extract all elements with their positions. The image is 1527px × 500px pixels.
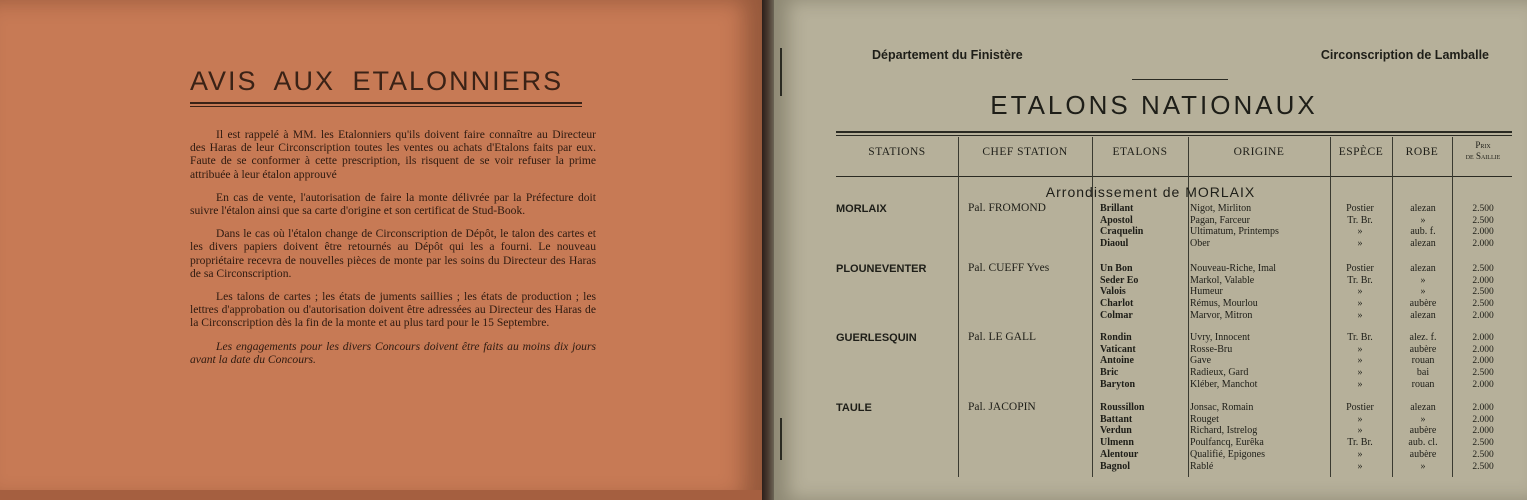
origine-cell: Jonsac, Romain bbox=[1190, 402, 1254, 413]
espece-cell: Tr. Br. bbox=[1347, 214, 1373, 226]
origine-cell: Rouget bbox=[1190, 413, 1219, 425]
header-chef: CHEF STATION bbox=[982, 146, 1068, 158]
robe-cell: » bbox=[1420, 286, 1426, 298]
espece-cell: » bbox=[1357, 309, 1363, 321]
prix-cell: 2.000 bbox=[1472, 379, 1494, 390]
book-gutter bbox=[762, 0, 774, 500]
espece-cell: Tr. Br. bbox=[1347, 437, 1373, 449]
espece-cell: » bbox=[1357, 355, 1363, 367]
header-stations: STATIONS bbox=[868, 146, 926, 158]
prix-cell: 2.500 bbox=[1472, 264, 1494, 274]
station-name: GUERLESQUIN bbox=[836, 332, 917, 344]
prix-cell: 2.000 bbox=[1472, 275, 1494, 286]
robe-cell: » bbox=[1420, 460, 1426, 472]
espece-cell: » bbox=[1357, 286, 1363, 298]
etalon-cell: Bric bbox=[1100, 367, 1119, 379]
espece-cell: » bbox=[1357, 298, 1363, 310]
origine-cell: Humeur bbox=[1190, 286, 1223, 298]
origine-cell: Rémus, Mourlou bbox=[1190, 298, 1258, 310]
prix-cell: 2.500 bbox=[1472, 204, 1494, 214]
espece-cell: Tr. Br. bbox=[1347, 274, 1373, 286]
etalon-cell: Alentour bbox=[1100, 448, 1139, 460]
etalon-cell: Verdun bbox=[1100, 425, 1132, 437]
prix-cell: 2.500 bbox=[1472, 215, 1494, 226]
department-label: Département du Finistère bbox=[872, 48, 1023, 62]
etalon-cell: Apostol bbox=[1100, 214, 1133, 226]
etalon-cell: Vaticant bbox=[1100, 343, 1136, 355]
title-rule bbox=[190, 102, 582, 104]
origine-cell: Ultimatum, Printemps bbox=[1190, 226, 1279, 238]
etalon-cell: Diaoul bbox=[1100, 238, 1129, 250]
origine-cell: Pagan, Farceur bbox=[1190, 214, 1250, 226]
robe-cell: aub. cl. bbox=[1408, 437, 1438, 449]
table-rule bbox=[836, 135, 1512, 136]
notice-body bbox=[190, 128, 596, 376]
etalon-cell: Seder Eo bbox=[1100, 274, 1139, 286]
etalon-cell: Colmar bbox=[1100, 309, 1133, 321]
robe-cell: alezan bbox=[1410, 309, 1436, 321]
origine-cell: Radieux, Gard bbox=[1190, 367, 1249, 379]
robe-cell: rouan bbox=[1411, 378, 1435, 390]
etalon-cell: Craquelin bbox=[1100, 226, 1144, 238]
margin-rule bbox=[780, 418, 782, 460]
page-title: ETALONS NATIONAUX bbox=[990, 90, 1318, 120]
origine-cell: Richard, Istrelog bbox=[1190, 425, 1258, 437]
espece-cell: » bbox=[1357, 448, 1363, 460]
chef-station: Pal. JACOPIN bbox=[968, 401, 1036, 413]
header-origine: ORIGINE bbox=[1233, 146, 1285, 158]
espece-cell: Postier bbox=[1346, 402, 1374, 413]
chef-station: Pal. CUEFF Yves bbox=[968, 262, 1050, 274]
espece-cell: » bbox=[1357, 238, 1363, 250]
espece-cell: Tr. Br. bbox=[1347, 332, 1373, 343]
etalon-cell: Roussillon bbox=[1100, 402, 1145, 413]
etalon-cell: Antoine bbox=[1100, 355, 1134, 367]
prix-cell: 2.500 bbox=[1472, 368, 1494, 379]
origine-cell: Qualifié, Epigones bbox=[1190, 448, 1265, 460]
notice-paragraph: Dans le cas où l'étalon change de Circonscription de Dépôt, le talon des cartes et les divers papiers doivent être retournés au Dépôt qui les a fourni. Le nouveau propriétaire recevra de nouvelles pièces de monte par les soins du Directeur des Haras de sa Circonscription. bbox=[190, 227, 596, 280]
robe-cell: » bbox=[1420, 274, 1426, 286]
origine-cell: Rablé bbox=[1190, 460, 1214, 472]
etalon-cell: Bagnol bbox=[1100, 460, 1131, 472]
station-name: TAULE bbox=[836, 402, 872, 414]
prix-cell: 2.500 bbox=[1472, 449, 1494, 460]
robe-cell: alezan bbox=[1410, 402, 1436, 413]
chef-station: Pal. FROMOND bbox=[968, 202, 1046, 214]
robe-cell: » bbox=[1420, 413, 1426, 425]
origine-cell: Nouveau-Riche, Imal bbox=[1190, 263, 1277, 274]
etalon-cell: Valois bbox=[1100, 286, 1126, 298]
robe-cell: alez. f. bbox=[1409, 332, 1437, 343]
espece-cell: Postier bbox=[1346, 203, 1374, 214]
header-prix-line: Prix bbox=[1475, 140, 1491, 150]
etalon-cell: Battant bbox=[1100, 413, 1133, 425]
origine-cell: Markol, Valable bbox=[1190, 274, 1255, 286]
origine-cell: Ober bbox=[1190, 238, 1210, 250]
title-rule bbox=[1132, 79, 1228, 80]
prix-cell: 2.000 bbox=[1472, 356, 1494, 367]
right-page bbox=[774, 0, 1527, 500]
chef-station: Pal. LE GALL bbox=[968, 331, 1037, 343]
prix-cell: 2.500 bbox=[1472, 461, 1494, 472]
page-edge bbox=[0, 490, 762, 500]
prix-cell: 2.000 bbox=[1472, 426, 1494, 437]
origine-cell: Uvry, Innocent bbox=[1190, 332, 1250, 343]
robe-cell: alezan bbox=[1410, 263, 1436, 274]
robe-cell: bai bbox=[1416, 367, 1430, 379]
origine-cell: Rosse-Bru bbox=[1190, 343, 1233, 355]
prix-cell: 2.500 bbox=[1472, 438, 1494, 449]
espece-cell: » bbox=[1357, 378, 1363, 390]
table-rule bbox=[836, 131, 1512, 133]
prix-cell: 2.000 bbox=[1472, 333, 1494, 343]
header-espece: ESPÈCE bbox=[1338, 146, 1384, 158]
robe-cell: aubère bbox=[1409, 343, 1437, 355]
origine-cell: Gave bbox=[1190, 355, 1212, 367]
notice-paragraph: Il est rappelé à MM. les Etalonniers qu'ils doivent faire connaître au Directeur des Haras de leur Circonscription toutes les ventes ou achats d'Etalons faits par eux. Faute de se conformer à cette prescription, ils risquent de se voir refuser la prime attribuée à leur étalon approuvé bbox=[190, 128, 596, 181]
station-name: MORLAIX bbox=[836, 203, 887, 215]
robe-cell: alezan bbox=[1410, 203, 1436, 214]
etalon-cell: Ulmenn bbox=[1100, 437, 1134, 449]
prix-cell: 2.500 bbox=[1472, 287, 1494, 298]
robe-cell: rouan bbox=[1411, 355, 1435, 367]
arrondissement-heading: Arrondissement de MORLAIX bbox=[1045, 184, 1256, 200]
espece-cell: » bbox=[1357, 460, 1363, 472]
prix-cell: 2.000 bbox=[1472, 227, 1494, 238]
robe-cell: alezan bbox=[1410, 238, 1436, 250]
espece-cell: » bbox=[1357, 413, 1363, 425]
header-prix-line: de Saillie bbox=[1465, 151, 1501, 161]
prix-cell: 2.500 bbox=[1472, 299, 1494, 310]
origine-cell: Poulfancq, Eurêka bbox=[1190, 437, 1264, 449]
header-prix bbox=[1454, 140, 1512, 162]
title-rule bbox=[190, 106, 582, 107]
origine-cell: Nigot, Mirliton bbox=[1190, 203, 1252, 214]
left-page bbox=[0, 0, 762, 500]
header-etalons: ETALONS bbox=[1112, 146, 1168, 158]
espece-cell: » bbox=[1357, 425, 1363, 437]
etalon-cell: Rondin bbox=[1100, 332, 1132, 343]
espece-cell: » bbox=[1357, 226, 1363, 238]
origine-cell: Kléber, Manchot bbox=[1190, 378, 1258, 390]
notice-title: AVIS AUX ETALONNIERS bbox=[190, 66, 564, 96]
prix-cell: 2.000 bbox=[1472, 239, 1494, 250]
margin-rule bbox=[780, 48, 782, 96]
prix-cell: 2.000 bbox=[1472, 310, 1494, 321]
robe-cell: » bbox=[1420, 214, 1426, 226]
notice-note: Les engagements pour les divers Concours doivent être faits au moins dix jours avant la date du Concours. bbox=[190, 339, 596, 366]
prix-cell: 2.000 bbox=[1472, 344, 1494, 355]
robe-cell: aub. f. bbox=[1410, 226, 1436, 238]
espece-cell: Postier bbox=[1346, 263, 1374, 274]
origine-cell: Marvor, Mitron bbox=[1190, 309, 1253, 321]
robe-cell: aubère bbox=[1409, 448, 1437, 460]
header-robe: ROBE bbox=[1405, 146, 1439, 158]
table-rule bbox=[836, 176, 1512, 177]
prix-cell: 2.000 bbox=[1472, 403, 1494, 413]
etalon-cell: Baryton bbox=[1100, 378, 1135, 390]
etalon-cell: Brillant bbox=[1100, 203, 1134, 214]
notice-paragraph: En cas de vente, l'autorisation de faire la monte délivrée par la Préfecture doit suivre l'étalon ainsi que sa carte d'origine et son certificat de Stud-Book. bbox=[190, 190, 596, 218]
etalon-cell: Charlot bbox=[1100, 298, 1134, 310]
espece-cell: » bbox=[1357, 343, 1363, 355]
circonscription-label: Circonscription de Lamballe bbox=[1320, 48, 1489, 62]
prix-cell: 2.000 bbox=[1472, 414, 1494, 425]
robe-cell: aubère bbox=[1409, 298, 1437, 310]
station-name: PLOUNEVENTER bbox=[836, 263, 927, 275]
robe-cell: aubère bbox=[1409, 425, 1437, 437]
notice-paragraph: Les talons de cartes ; les états de juments saillies ; les états de production ; les lettres d'approbation ou d'autorisation doivent être adressées au Directeur des Haras de la Circonscription dès la fin de la monte et au plus tard pour le 15 Septembre. bbox=[190, 290, 596, 330]
etalon-cell: Un Bon bbox=[1100, 263, 1133, 274]
espece-cell: » bbox=[1357, 367, 1363, 379]
